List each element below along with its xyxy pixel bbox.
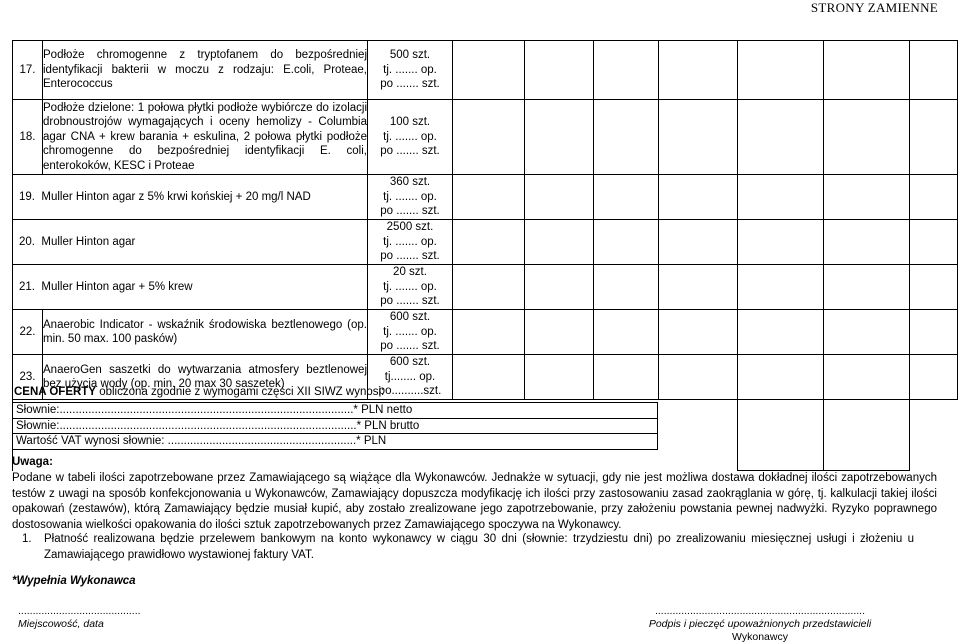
price-cell[interactable] bbox=[594, 100, 659, 175]
row-number: 23. bbox=[13, 355, 43, 400]
gross-price-words[interactable]: Słownie:.............................................................................................* PLN brutto bbox=[13, 418, 658, 434]
signature-left: .......................................... Miejscowość, data bbox=[18, 605, 141, 630]
table-row bbox=[13, 175, 958, 220]
price-cell[interactable] bbox=[453, 265, 525, 310]
price-cell[interactable] bbox=[659, 100, 738, 175]
price-cell[interactable] bbox=[738, 355, 824, 400]
signature-right: ........................................................................ Podpis i pieczęć upoważnionych przedstawicieli Wykonawcy bbox=[648, 605, 872, 643]
price-cell[interactable] bbox=[738, 100, 824, 175]
price-cell[interactable] bbox=[910, 41, 958, 100]
price-cell[interactable] bbox=[738, 220, 824, 265]
price-cell[interactable] bbox=[594, 265, 659, 310]
price-cell[interactable] bbox=[738, 41, 824, 100]
price-cell[interactable] bbox=[910, 355, 958, 400]
price-cell[interactable] bbox=[659, 355, 738, 400]
row-number: 18. bbox=[13, 100, 43, 175]
price-cell[interactable] bbox=[659, 220, 738, 265]
row-quantity: 600 szt. tj. ....... op. po ....... szt. bbox=[368, 310, 453, 355]
price-cell[interactable] bbox=[525, 265, 594, 310]
price-cell[interactable] bbox=[659, 265, 738, 310]
row-description: Podłoże dzielone: 1 połowa płytki podłoże wybiórcze do izolacji drobnoustrojów wymagających i oceny hemolizy - Columbia agar CNA + krew barania + eskulina, 2 połowa płytki podłoże chromogenne do bezpośredniej identyfikacji E. coli, enterokoków, KESC i Proteae bbox=[43, 100, 368, 175]
row-quantity: 100 szt. tj. ....... op. po ....... szt. bbox=[368, 100, 453, 175]
table-row bbox=[13, 41, 958, 100]
price-cell[interactable] bbox=[525, 100, 594, 175]
price-cell[interactable] bbox=[594, 355, 659, 400]
row-quantity: 2500 szt. tj. ....... op. po ....... szt. bbox=[368, 220, 453, 265]
row-description: Podłoże chromogenne z tryptofanem do bezpośredniej identyfikacji bakterii w moczu z rodzaju: E.coli, Proteae, Enterococcus bbox=[43, 41, 368, 100]
price-cell[interactable] bbox=[594, 220, 659, 265]
note-heading: Uwaga: bbox=[12, 456, 53, 468]
row-quantity: 500 szt. tj. ....... op. po ....... szt. bbox=[368, 41, 453, 100]
price-cell[interactable] bbox=[738, 265, 824, 310]
price-cell[interactable] bbox=[525, 310, 594, 355]
row-description: 19. Muller Hinton agar z 5% krwi końskiej + 20 mg/l NAD bbox=[13, 175, 368, 220]
price-cell[interactable] bbox=[594, 41, 659, 100]
price-cell[interactable] bbox=[910, 265, 958, 310]
price-cell[interactable] bbox=[824, 100, 910, 175]
price-cell[interactable] bbox=[453, 220, 525, 265]
offer-price-label: CENA OFERTY obliczona zgodnie z wymogami części XII SIWZ wynosi: bbox=[14, 386, 385, 398]
net-price-words[interactable]: Słownie:............................................................................................* PLN netto bbox=[13, 403, 658, 419]
price-cell[interactable] bbox=[659, 175, 738, 220]
table-row bbox=[13, 310, 958, 355]
price-cell[interactable] bbox=[824, 355, 910, 400]
price-cell[interactable] bbox=[910, 175, 958, 220]
row-number: 17. bbox=[13, 41, 43, 100]
price-cell[interactable] bbox=[594, 310, 659, 355]
total-cell[interactable] bbox=[738, 400, 824, 471]
vat-words[interactable]: Wartość VAT wynosi słownie: ...........................................................* PLN bbox=[13, 434, 658, 450]
total-cell[interactable] bbox=[824, 400, 910, 471]
row-quantity: 360 szt. tj. ....... op. po ....... szt. bbox=[368, 175, 453, 220]
price-cell[interactable] bbox=[594, 175, 659, 220]
row-description: 20. Muller Hinton agar bbox=[13, 220, 368, 265]
price-cell[interactable] bbox=[525, 220, 594, 265]
price-cell[interactable] bbox=[525, 175, 594, 220]
price-cell[interactable] bbox=[824, 310, 910, 355]
table-row bbox=[13, 100, 958, 175]
note-paragraph: Podane w tabeli ilości zapotrzebowane przez Zamawiającego są wiążące dla Wykonawców. Jednakże w sytuacji, gdy nie jest możliwa dostawa dokładnej ilości zapotrzebowanych testów z uwagi na sposób konfekcjonowania u Wykonawców, Zamawiający dopuszcza modyfikację ich ilości przy zastosowaniu zasad zaokrąglania w górę, tj. kalkulacji takiej ilości opakowań (zestawów), którą Zamawiający będzie musiał kupić, aby zostało zrealizowane jego zapotrzebowanie, przy założeniu powstania pewnej nadwyżki. Ryzyko poprawnego dostosowania wielkości opakowania do ilości sztuk zapotrzebowanych przez Zamawiającego spoczywa na Wykonawcy. bbox=[12, 472, 937, 531]
price-cell[interactable] bbox=[659, 41, 738, 100]
row-description: AnaeroGen saszetki do wytwarzania atmosfery beztlenowej bez użycia wody (op. min. 20 max 30 saszetek) bbox=[43, 355, 368, 400]
price-cell[interactable] bbox=[453, 175, 525, 220]
price-cell[interactable] bbox=[525, 41, 594, 100]
price-cell[interactable] bbox=[910, 310, 958, 355]
row-description: Anaerobic Indicator - wskaźnik środowiska beztlenowego (op. min. 50 max. 100 pasków) bbox=[43, 310, 368, 355]
row-quantity: 20 szt. tj. ....... op. po ....... szt. bbox=[368, 265, 453, 310]
price-cell[interactable] bbox=[910, 100, 958, 175]
price-cell[interactable] bbox=[738, 310, 824, 355]
price-cell[interactable] bbox=[824, 265, 910, 310]
price-cell[interactable] bbox=[453, 310, 525, 355]
list-item: 1. Płatność realizowana będzie przelewem bankowym na konto wykonawcy w ciągu 30 dni (słownie: trzydziestu dni) po zrealizowaniu miesięcznej usługi i złożeniu u Zamawiającego prawidłowo wystawionej faktury VAT. bbox=[22, 533, 914, 561]
price-cell[interactable] bbox=[453, 41, 525, 100]
price-cell[interactable] bbox=[910, 220, 958, 265]
price-cell[interactable] bbox=[824, 175, 910, 220]
price-cell[interactable] bbox=[453, 355, 525, 400]
price-cell[interactable] bbox=[738, 175, 824, 220]
table-row bbox=[13, 220, 958, 265]
fill-note: *Wypełnia Wykonawca bbox=[12, 575, 136, 587]
page-header: STRONY ZAMIENNE bbox=[810, 0, 938, 15]
price-cell[interactable] bbox=[824, 41, 910, 100]
row-quantity: 600 szt. tj........ op. po..........szt. bbox=[368, 355, 453, 400]
table-row bbox=[13, 265, 958, 310]
price-cell[interactable] bbox=[824, 220, 910, 265]
price-cell[interactable] bbox=[525, 355, 594, 400]
price-cell[interactable] bbox=[659, 310, 738, 355]
row-description: 21. Muller Hinton agar + 5% krew bbox=[13, 265, 368, 310]
price-cell[interactable] bbox=[453, 100, 525, 175]
row-number: 22. bbox=[13, 310, 43, 355]
price-summary bbox=[12, 402, 658, 450]
